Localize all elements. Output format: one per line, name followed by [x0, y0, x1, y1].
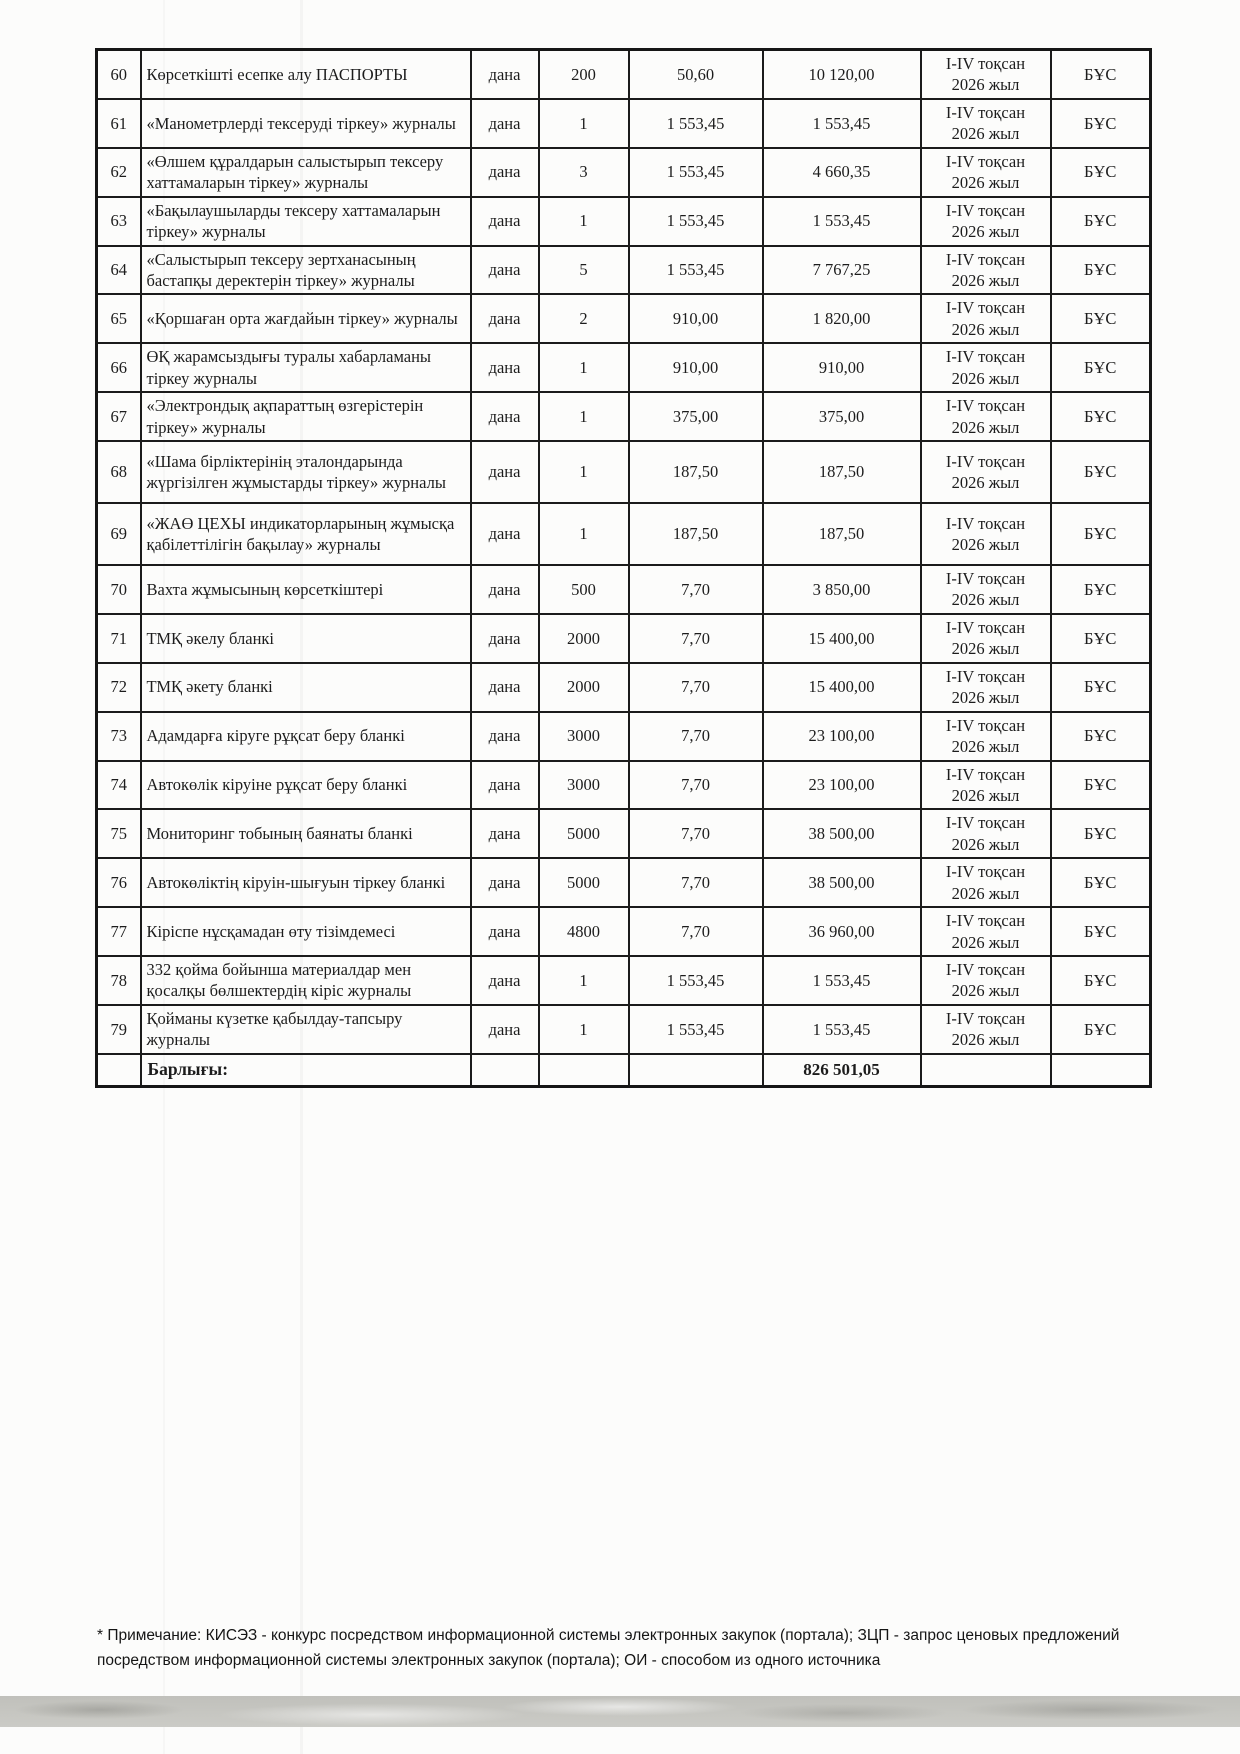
summary-row — [97, 1054, 1151, 1087]
procurement-method-cell: БҰС — [1051, 1005, 1151, 1054]
row-number-cell: 66 — [97, 343, 141, 392]
table-row — [97, 392, 1151, 441]
row-number-cell: 79 — [97, 1005, 141, 1054]
unit-cell: дана — [471, 99, 539, 148]
total-amount-cell: 187,50 — [763, 441, 921, 503]
quantity-cell: 1 — [539, 99, 629, 148]
row-number-cell: 70 — [97, 565, 141, 614]
total-amount-cell: 1 553,45 — [763, 1005, 921, 1054]
total-amount-cell: 375,00 — [763, 392, 921, 441]
unit-price-cell: 1 553,45 — [629, 99, 763, 148]
unit-cell: дана — [471, 809, 539, 858]
summary-empty-cell — [921, 1054, 1051, 1087]
procurement-method-cell: БҰС — [1051, 809, 1151, 858]
table-row — [97, 246, 1151, 295]
item-name-cell: ӨҚ жарамсыздығы туралы хабарламаны тіркеу журналы — [141, 343, 471, 392]
period-cell: I-IV тоқсан 2026 жыл — [921, 50, 1051, 99]
period-cell: I-IV тоқсан 2026 жыл — [921, 294, 1051, 343]
item-name-cell: Автокөлік кіруіне рұқсат беру бланкі — [141, 761, 471, 810]
table-row — [97, 294, 1151, 343]
period-cell: I-IV тоқсан 2026 жыл — [921, 1005, 1051, 1054]
quantity-cell: 1 — [539, 343, 629, 392]
row-number-cell: 75 — [97, 809, 141, 858]
period-cell: I-IV тоқсан 2026 жыл — [921, 503, 1051, 565]
total-amount-cell: 3 850,00 — [763, 565, 921, 614]
unit-price-cell: 1 553,45 — [629, 1005, 763, 1054]
period-cell: I-IV тоқсан 2026 жыл — [921, 392, 1051, 441]
unit-price-cell: 1 553,45 — [629, 246, 763, 295]
quantity-cell: 200 — [539, 50, 629, 99]
footnote-text: * Примечание: КИСЭЗ - конкурс посредством информационной системы электронных закупок (портала); ЗЦП - запрос ценовых предложений посредством информационной системы электронных закупок (портала); ОИ - способом из одного источника — [97, 1627, 1120, 1669]
item-name-cell: Вахта жұмысының көрсеткіштері — [141, 565, 471, 614]
summary-empty-cell — [629, 1054, 763, 1087]
table-row — [97, 503, 1151, 565]
unit-cell: дана — [471, 148, 539, 197]
unit-cell: дана — [471, 294, 539, 343]
unit-price-cell: 1 553,45 — [629, 956, 763, 1005]
total-amount-cell: 38 500,00 — [763, 858, 921, 907]
total-amount-cell: 36 960,00 — [763, 907, 921, 956]
item-name-cell: Мониторинг тобының баянаты бланкі — [141, 809, 471, 858]
unit-cell: дана — [471, 503, 539, 565]
item-name-cell: Адамдарға кіруге рұқсат беру бланкі — [141, 712, 471, 761]
total-amount-cell: 7 767,25 — [763, 246, 921, 295]
item-name-cell: Қойманы күзетке қабылдау-тапсыру журналы — [141, 1005, 471, 1054]
row-number-cell: 74 — [97, 761, 141, 810]
procurement-method-cell: БҰС — [1051, 858, 1151, 907]
total-amount-cell: 1 553,45 — [763, 956, 921, 1005]
quantity-cell: 1 — [539, 503, 629, 565]
unit-price-cell: 1 553,45 — [629, 148, 763, 197]
row-number-cell: 61 — [97, 99, 141, 148]
unit-price-cell: 7,70 — [629, 858, 763, 907]
procurement-method-cell: БҰС — [1051, 50, 1151, 99]
quantity-cell: 1 — [539, 392, 629, 441]
table-row — [97, 663, 1151, 712]
quantity-cell: 500 — [539, 565, 629, 614]
row-number-cell: 65 — [97, 294, 141, 343]
table-row — [97, 197, 1151, 246]
table-row — [97, 712, 1151, 761]
procurement-method-cell: БҰС — [1051, 956, 1151, 1005]
unit-price-cell: 7,70 — [629, 761, 763, 810]
item-name-cell: «Электрондық ақпараттың өзгерістерін тіркеу» журналы — [141, 392, 471, 441]
unit-cell: дана — [471, 712, 539, 761]
quantity-cell: 3000 — [539, 712, 629, 761]
table-row — [97, 565, 1151, 614]
procurement-method-cell: БҰС — [1051, 197, 1151, 246]
total-amount-cell: 15 400,00 — [763, 614, 921, 663]
unit-cell: дана — [471, 614, 539, 663]
row-number-cell: 67 — [97, 392, 141, 441]
item-name-cell: «Шама бірліктерінің эталондарында жүргізілген жұмыстарды тіркеу» журналы — [141, 441, 471, 503]
procurement-method-cell: БҰС — [1051, 907, 1151, 956]
row-number-cell: 60 — [97, 50, 141, 99]
procurement-method-cell: БҰС — [1051, 246, 1151, 295]
unit-cell: дана — [471, 441, 539, 503]
unit-price-cell: 7,70 — [629, 907, 763, 956]
quantity-cell: 1 — [539, 956, 629, 1005]
total-amount-cell: 15 400,00 — [763, 663, 921, 712]
procurement-method-cell: БҰС — [1051, 663, 1151, 712]
item-name-cell: «Салыстырып тексеру зертханасының бастапқы деректерін тіркеу» журналы — [141, 246, 471, 295]
period-cell: I-IV тоқсан 2026 жыл — [921, 565, 1051, 614]
row-number-cell: 69 — [97, 503, 141, 565]
table-row — [97, 907, 1151, 956]
procurement-method-cell: БҰС — [1051, 392, 1151, 441]
row-number-cell: 64 — [97, 246, 141, 295]
period-cell: I-IV тоқсан 2026 жыл — [921, 907, 1051, 956]
table-row — [97, 50, 1151, 99]
period-cell: I-IV тоқсан 2026 жыл — [921, 246, 1051, 295]
total-amount-cell: 910,00 — [763, 343, 921, 392]
scan-edge-artifact-bar — [0, 1696, 1240, 1727]
total-amount-cell: 1 820,00 — [763, 294, 921, 343]
procurement-method-cell: БҰС — [1051, 441, 1151, 503]
procurement-method-cell: БҰС — [1051, 614, 1151, 663]
row-number-cell: 71 — [97, 614, 141, 663]
total-amount-cell: 10 120,00 — [763, 50, 921, 99]
quantity-cell: 1 — [539, 441, 629, 503]
unit-cell: дана — [471, 956, 539, 1005]
row-number-cell: 76 — [97, 858, 141, 907]
table-row — [97, 99, 1151, 148]
total-amount-cell: 187,50 — [763, 503, 921, 565]
unit-price-cell: 7,70 — [629, 663, 763, 712]
unit-price-cell: 50,60 — [629, 50, 763, 99]
item-name-cell: «Манометрлерді тексеруді тіркеу» журналы — [141, 99, 471, 148]
unit-price-cell: 7,70 — [629, 614, 763, 663]
unit-cell: дана — [471, 50, 539, 99]
period-cell: I-IV тоқсан 2026 жыл — [921, 99, 1051, 148]
unit-cell: дана — [471, 392, 539, 441]
unit-cell: дана — [471, 663, 539, 712]
item-name-cell: Кіріспе нұсқамадан өту тізімдемесі — [141, 907, 471, 956]
total-amount-cell: 1 553,45 — [763, 99, 921, 148]
unit-price-cell: 7,70 — [629, 712, 763, 761]
unit-price-cell: 910,00 — [629, 343, 763, 392]
period-cell: I-IV тоқсан 2026 жыл — [921, 956, 1051, 1005]
quantity-cell: 5000 — [539, 809, 629, 858]
summary-label: Барлығы: — [141, 1054, 471, 1087]
procurement-method-cell: БҰС — [1051, 712, 1151, 761]
quantity-cell: 4800 — [539, 907, 629, 956]
period-cell: I-IV тоқсан 2026 жыл — [921, 441, 1051, 503]
procurement-method-cell: БҰС — [1051, 565, 1151, 614]
unit-cell: дана — [471, 1005, 539, 1054]
period-cell: I-IV тоқсан 2026 жыл — [921, 148, 1051, 197]
unit-cell: дана — [471, 343, 539, 392]
summary-empty-cell — [1051, 1054, 1151, 1087]
item-name-cell: ТМҚ әкету бланкі — [141, 663, 471, 712]
unit-price-cell: 910,00 — [629, 294, 763, 343]
table-row — [97, 858, 1151, 907]
period-cell: I-IV тоқсан 2026 жыл — [921, 761, 1051, 810]
quantity-cell: 3000 — [539, 761, 629, 810]
item-name-cell: «Қоршаған орта жағдайын тіркеу» журналы — [141, 294, 471, 343]
summary-total-value: 826 501,05 — [763, 1054, 921, 1087]
table-row — [97, 148, 1151, 197]
period-cell: I-IV тоқсан 2026 жыл — [921, 343, 1051, 392]
quantity-cell: 2 — [539, 294, 629, 343]
table-row — [97, 809, 1151, 858]
quantity-cell: 1 — [539, 197, 629, 246]
period-cell: I-IV тоқсан 2026 жыл — [921, 858, 1051, 907]
procurement-items-table — [95, 48, 1152, 1088]
quantity-cell: 5 — [539, 246, 629, 295]
unit-price-cell: 7,70 — [629, 809, 763, 858]
procurement-method-cell: БҰС — [1051, 99, 1151, 148]
row-number-cell: 62 — [97, 148, 141, 197]
total-amount-cell: 23 100,00 — [763, 761, 921, 810]
table-row — [97, 956, 1151, 1005]
unit-price-cell: 375,00 — [629, 392, 763, 441]
summary-empty-cell — [471, 1054, 539, 1087]
total-amount-cell: 23 100,00 — [763, 712, 921, 761]
quantity-cell: 2000 — [539, 614, 629, 663]
row-number-cell: 68 — [97, 441, 141, 503]
quantity-cell: 1 — [539, 1005, 629, 1054]
period-cell: I-IV тоқсан 2026 жыл — [921, 197, 1051, 246]
table-row — [97, 441, 1151, 503]
quantity-cell: 3 — [539, 148, 629, 197]
unit-cell: дана — [471, 197, 539, 246]
summary-empty-cell — [97, 1054, 141, 1087]
total-amount-cell: 4 660,35 — [763, 148, 921, 197]
period-cell: I-IV тоқсан 2026 жыл — [921, 663, 1051, 712]
row-number-cell: 78 — [97, 956, 141, 1005]
row-number-cell: 77 — [97, 907, 141, 956]
item-name-cell: «Бақылаушыларды тексеру хаттамаларын тіркеу» журналы — [141, 197, 471, 246]
unit-cell: дана — [471, 858, 539, 907]
item-name-cell: «Өлшем құралдарын салыстырып тексеру хаттамаларын тіркеу» журналы — [141, 148, 471, 197]
procurement-method-cell: БҰС — [1051, 761, 1151, 810]
unit-cell: дана — [471, 761, 539, 810]
unit-price-cell: 187,50 — [629, 441, 763, 503]
item-name-cell: Автокөліктің кіруін-шығуын тіркеу бланкі — [141, 858, 471, 907]
row-number-cell: 72 — [97, 663, 141, 712]
period-cell: I-IV тоқсан 2026 жыл — [921, 809, 1051, 858]
unit-cell: дана — [471, 246, 539, 295]
period-cell: I-IV тоқсан 2026 жыл — [921, 712, 1051, 761]
summary-empty-cell — [539, 1054, 629, 1087]
procurement-method-cell: БҰС — [1051, 148, 1151, 197]
unit-cell: дана — [471, 565, 539, 614]
period-cell: I-IV тоқсан 2026 жыл — [921, 614, 1051, 663]
table-row — [97, 343, 1151, 392]
unit-price-cell: 7,70 — [629, 565, 763, 614]
procurement-method-cell: БҰС — [1051, 343, 1151, 392]
quantity-cell: 2000 — [539, 663, 629, 712]
procurement-method-cell: БҰС — [1051, 503, 1151, 565]
table-row — [97, 761, 1151, 810]
table-row — [97, 1005, 1151, 1054]
unit-cell: дана — [471, 907, 539, 956]
item-name-cell: ТМҚ әкелу бланкі — [141, 614, 471, 663]
row-number-cell: 63 — [97, 197, 141, 246]
item-name-cell: 332 қойма бойынша материалдар мен қосалқы бөлшектердің кіріс журналы — [141, 956, 471, 1005]
item-name-cell: Көрсеткішті есепке алу ПАСПОРТЫ — [141, 50, 471, 99]
unit-price-cell: 187,50 — [629, 503, 763, 565]
procurement-method-cell: БҰС — [1051, 294, 1151, 343]
total-amount-cell: 38 500,00 — [763, 809, 921, 858]
unit-price-cell: 1 553,45 — [629, 197, 763, 246]
row-number-cell: 73 — [97, 712, 141, 761]
table-row — [97, 614, 1151, 663]
quantity-cell: 5000 — [539, 858, 629, 907]
item-name-cell: «ЖАӨ ЦЕХЫ индикаторларының жұмысқа қабілеттілігін бақылау» журналы — [141, 503, 471, 565]
total-amount-cell: 1 553,45 — [763, 197, 921, 246]
